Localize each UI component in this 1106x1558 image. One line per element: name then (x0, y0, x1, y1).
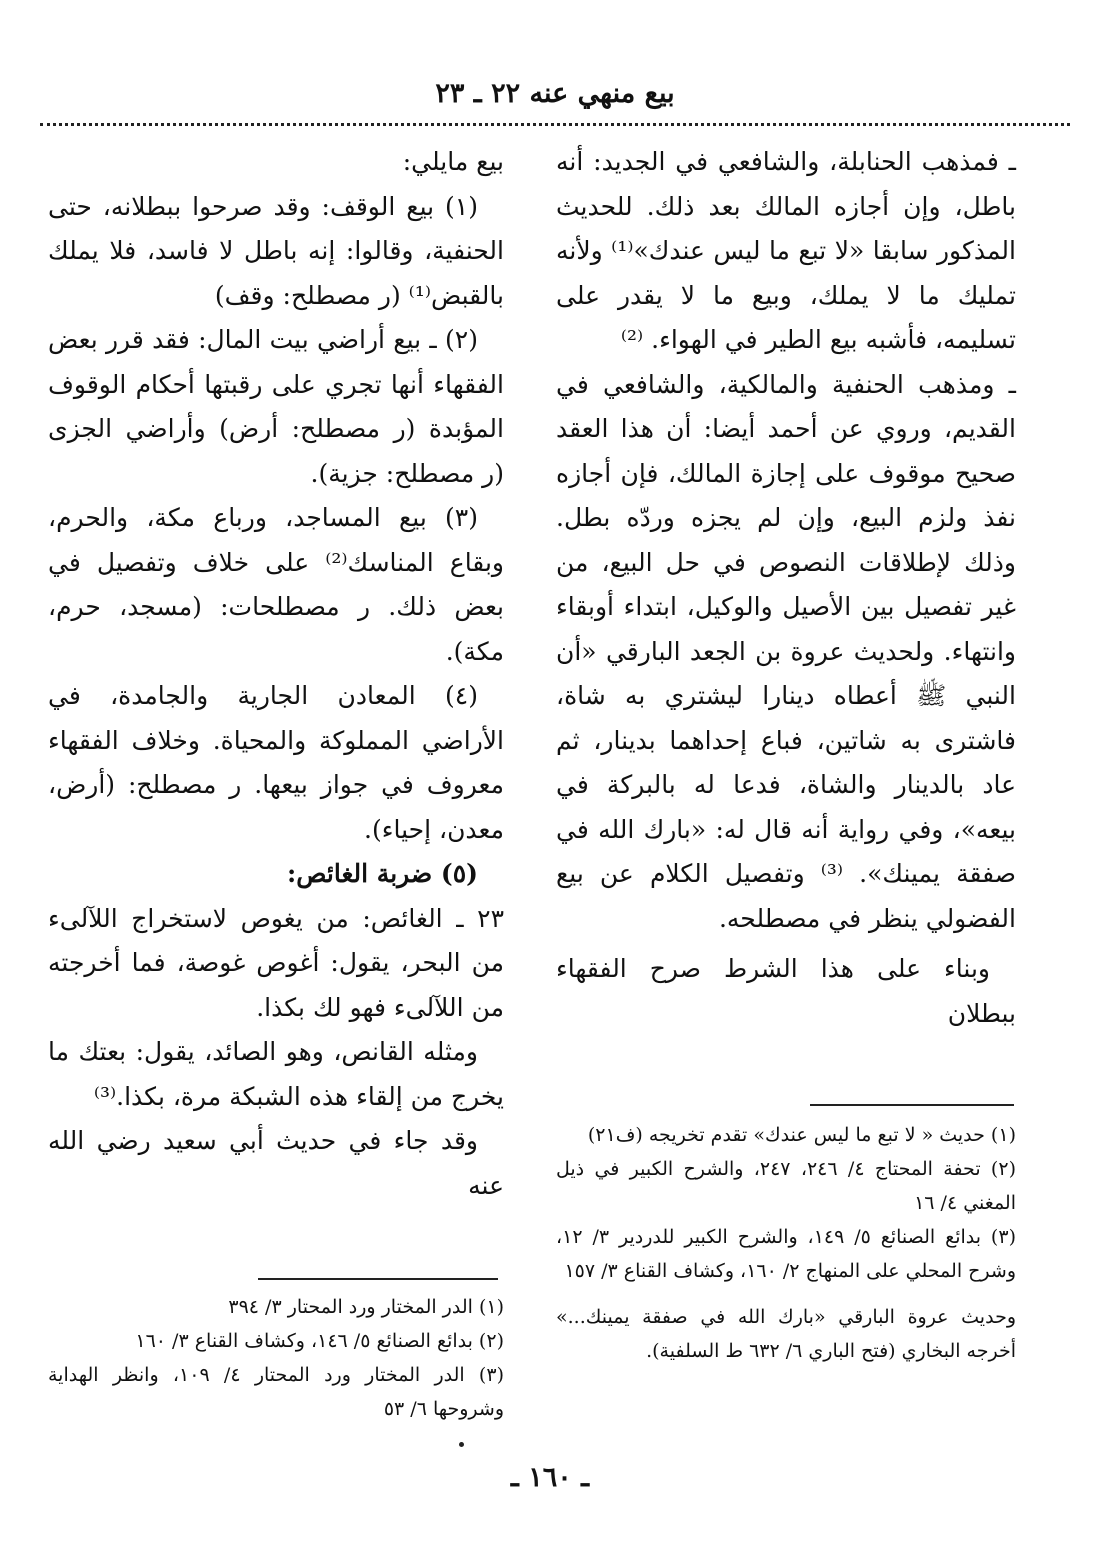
footnote-item: وحديث عروة البارقي «بارك الله في صفقة يمينك...» أخرجه البخاري (فتح الباري ٦/ ٦٣٢ ط السلفية). (556, 1306, 1016, 1362)
right-column (556, 140, 1016, 1036)
header-dotted-rule (40, 123, 1070, 126)
footnote-item: (٣) بدائع الصنائع ٥/ ١٤٩، والشرح الكبير للدردير ٣/ ١٢، وشرح المحلي على المنهاج ٢/ ١٦٠، وكشاف القناع ٣/ ١٥٧ (556, 1226, 1016, 1282)
footnote-separator-left (258, 1278, 498, 1280)
paragraph-hanabila: ـ فمذهب الحنابلة، والشافعي في الجديد: أنه باطل، وإن أجازه المالك بعد ذلك. للحديث المذكور سابقا «لا تبع ما ليس عندك»⁽¹⁾ ولأنه تمليك ما لا يملك، وبيع ما لا يقدر على تسليمه، فأشبه بيع الطير في الهواء. ⁽²⁾ (556, 147, 1017, 354)
footnote-item: (٣) الدر المختار ورد المحتار ٤/ ١٠٩، وانظر الهداية وشروحها ٦/ ٥٣ (48, 1364, 504, 1420)
paragraph-item-4: (٤) المعادن الجارية والجامدة، في الأراضي المملوكة والمحياة. وخلاف الفقهاء معروف في جواز بيعها. ر مصطلح: (أرض، معدن، إحياء). (48, 681, 504, 844)
paragraph-abu-said: وقد جاء في حديث أبي سعيد رضي الله عنه (48, 1126, 504, 1200)
paragraph-item-3: (٣) بيع المساجد، ورباع مكة، والحرم، وبقاع المناسك⁽²⁾ على خلاف وتفصيل في بعض ذلك. ر مصطلحات: (مسجد، حرم، مكة). (48, 503, 504, 666)
paragraph-section-23: ٢٣ ـ الغائص: من يغوص لاستخراج اللآلىء من البحر، يقول: أغوص غوصة، فما أخرجته من اللآلىء فهو لك بكذا. (48, 903, 504, 1022)
page-number: ـ ١٦٠ ـ (510, 1462, 590, 1493)
footnote-item: (٢) بدائع الصنائع ٥/ ١٤٦، وكشاف القناع ٣/ ١٦٠ (135, 1330, 504, 1352)
running-header: بيع منهي عنه ٢٢ ـ ٢٣ (435, 78, 675, 109)
footnote-item: (٢) تحفة المحتاج ٤/ ٢٤٦، ٢٤٧، والشرح الكبير في ذيل المغني ٤/ ١٦ (556, 1158, 1016, 1214)
paragraph-item-1: (١) بيع الوقف: وقد صرحوا ببطلانه، حتى الحنفية، وقالوا: إنه باطل لا فاسد، فلا يملك بالقبض⁽¹⁾ (ر مصطلح: وقف) (48, 191, 504, 310)
paragraph-hanafiya: ـ ومذهب الحنفية والمالكية، والشافعي في القديم، وروي عن أحمد أيضا: أن هذا العقد صحيح موقوف على إجازة المالك، فإن أجازه نفذ ولزم البيع، وإن لم يجزه وردّه بطل. وذلك لإطلاقات النصوص في حل البيع، من غير تفصيل بين الأصيل والوكيل، ابتداء أوبقاء وانتهاء. ولحديث عروة بن الجعد البارقي «أن النبي ﷺ أعطاه دينارا ليشتري به شاة، فاشترى به شاتين، فباع إحداهما بدينار، ثم عاد بالدينار والشاة، فدعا له بالبركة في بيعه»، وفي رواية أنه قال له: «بارك الله في صفقة يمينك». ⁽³⁾ وتفصيل الكلام عن بيع الفضولي ينظر في مصطلحه. (556, 369, 1016, 933)
footnotes-left (48, 1290, 504, 1426)
footnote-item: (١) حديث « لا تبع ما ليس عندك» تقدم تخريجه (ف٢١) (587, 1124, 1016, 1146)
left-column (48, 140, 504, 1208)
paragraph-qanis: ومثله القانص، وهو الصائد، يقول: بعتك ما يخرج من إلقاء هذه الشبكة مرة، بكذا.⁽³⁾ (48, 1037, 504, 1111)
footnote-separator-right (810, 1104, 1014, 1106)
paragraph-conclusion: وبناء على هذا الشرط صرح الفقهاء ببطلان (556, 954, 1016, 1028)
paragraph-item-2: (٢) ـ بيع أراضي بيت المال: فقد قرر بعض الفقهاء أنها تجري على رقبتها أحكام الوقوف المؤبدة (ر مصطلح: أرض) وأراضي الجزى (ر مصطلح: جزية). (48, 325, 504, 488)
ink-dot (459, 1442, 464, 1447)
footnote-item: (١) الدر المختار ورد المحتار ٣/ ٣٩٤ (228, 1296, 504, 1318)
paragraph-list-intro: بيع مايلي: (402, 147, 504, 176)
section-heading-item-5: (٥) ضربة الغائص: (287, 859, 478, 888)
footnotes-right (556, 1118, 1016, 1368)
